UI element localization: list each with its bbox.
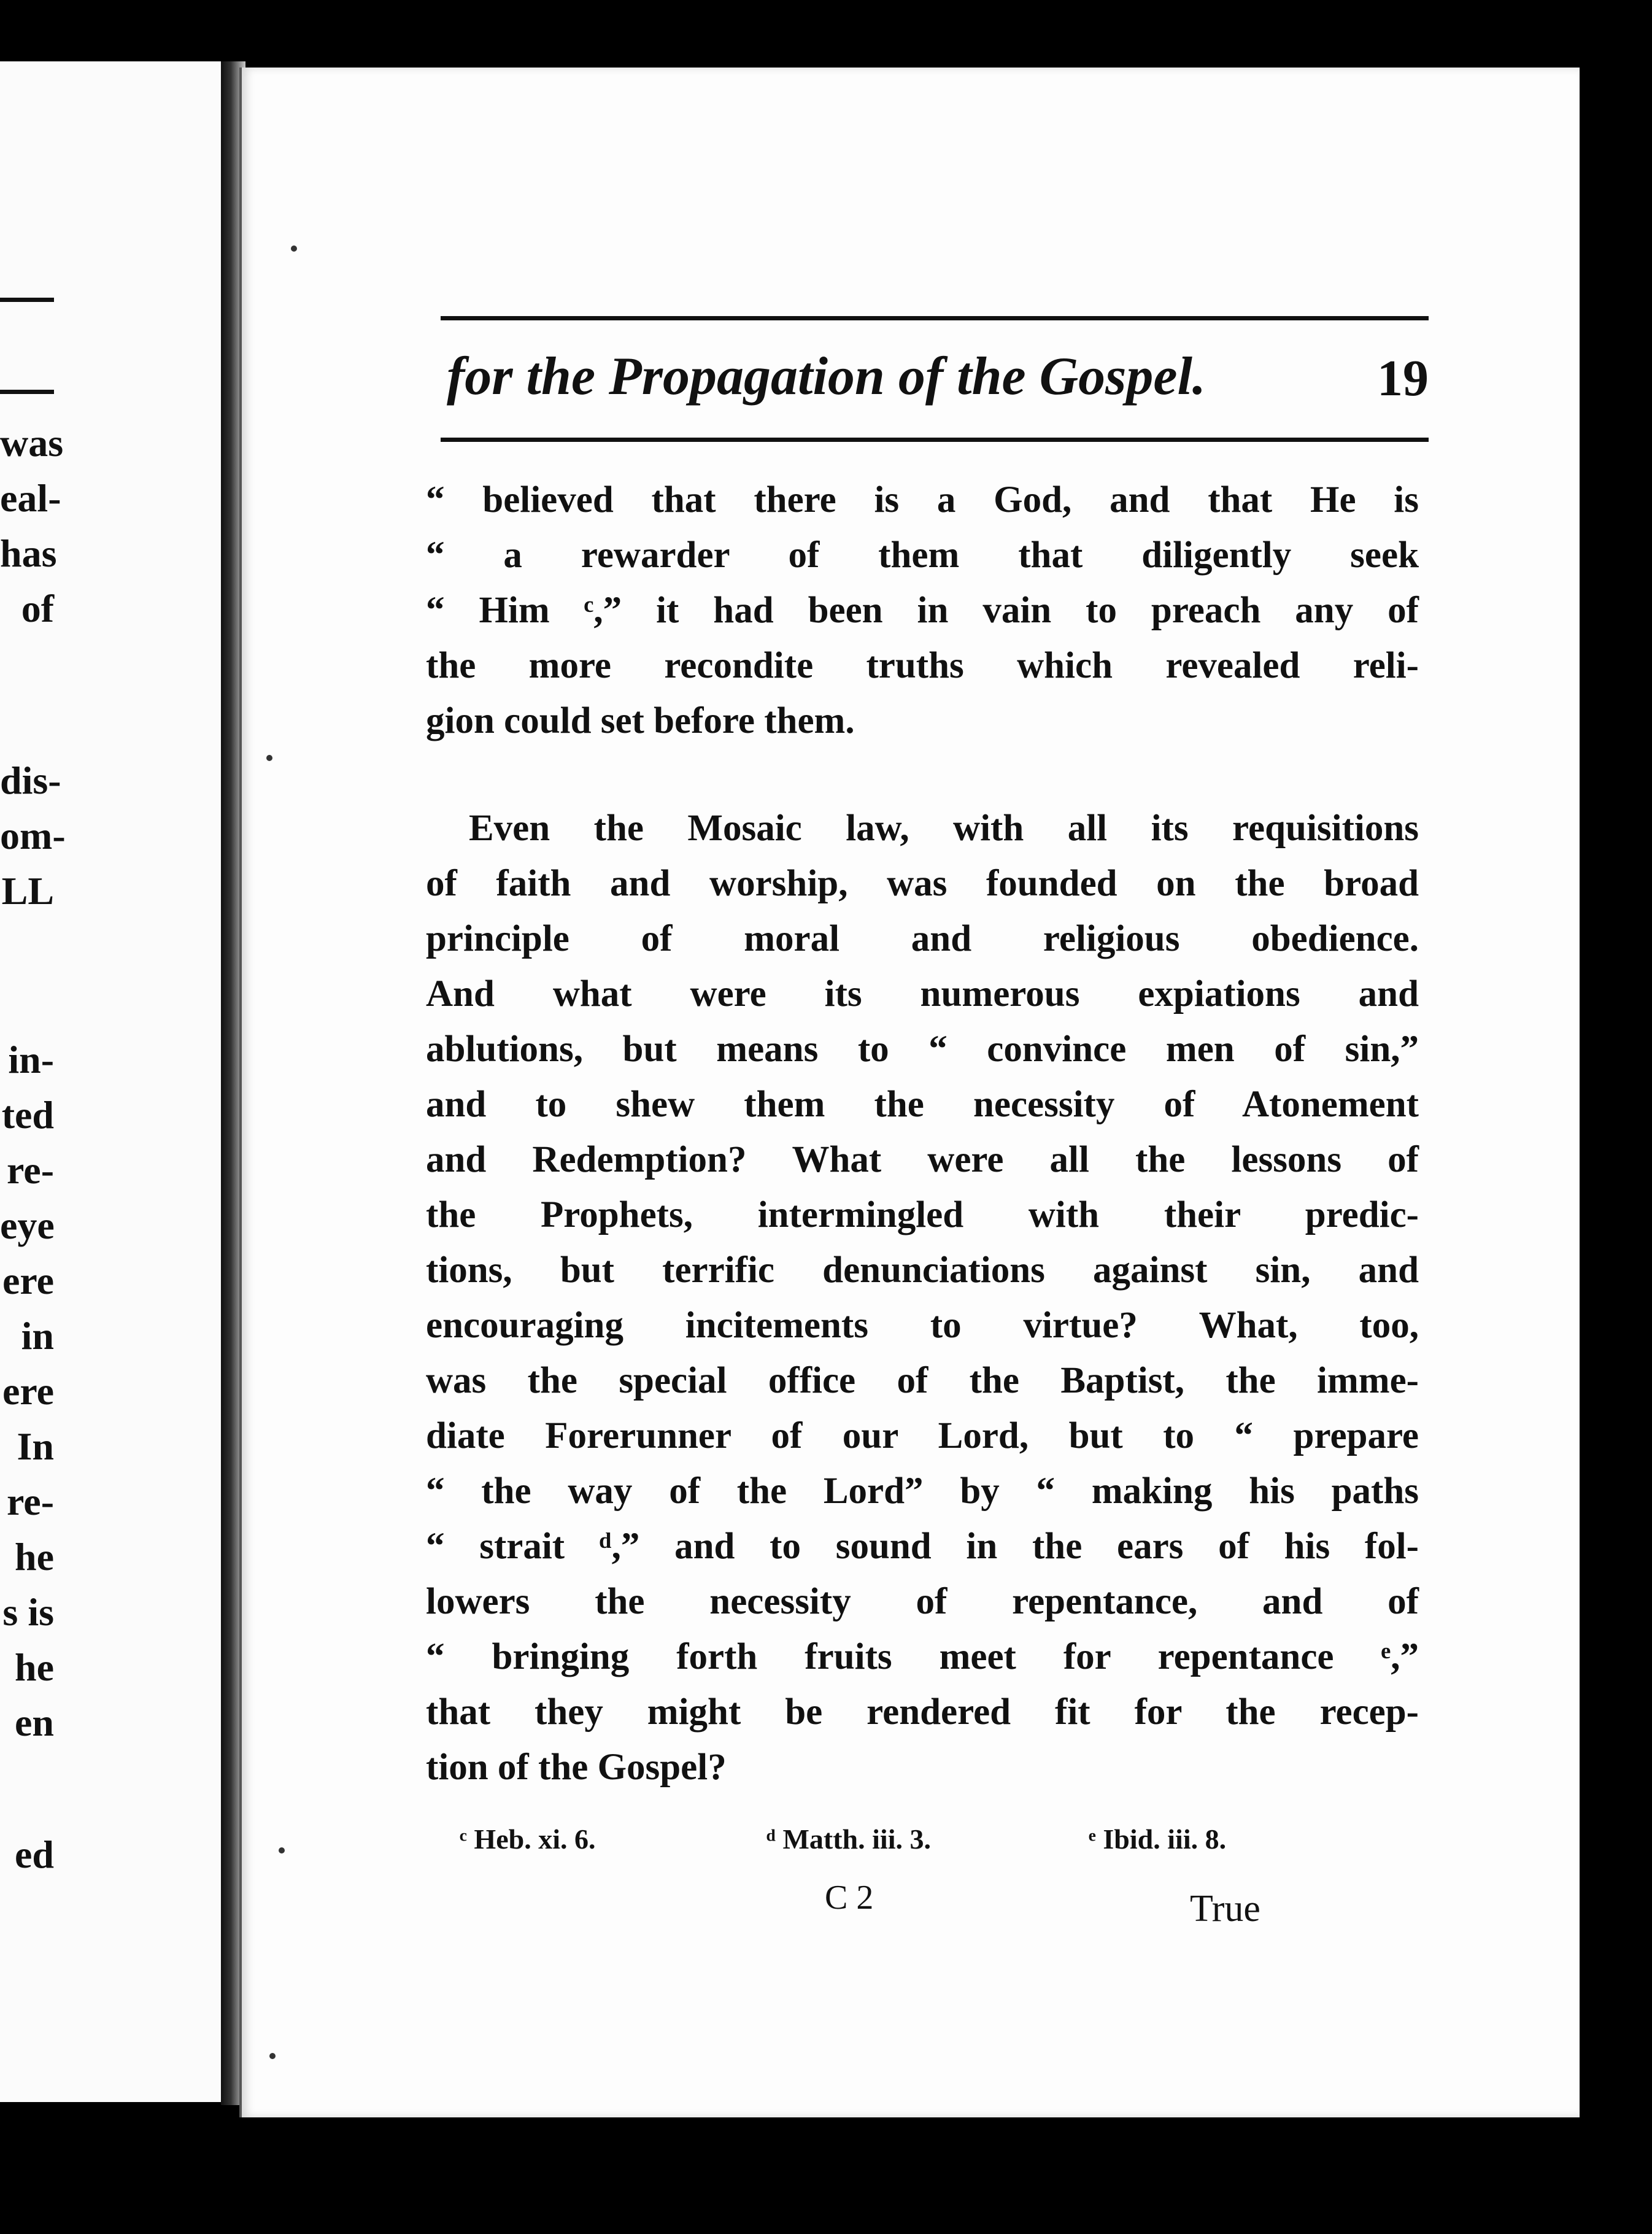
text-line: encouraging incitements to virtue? What, too, xyxy=(426,1305,1419,1346)
header-rule-top xyxy=(441,316,1429,320)
body-text xyxy=(426,473,1419,1795)
left-page-word: in- xyxy=(8,1038,54,1081)
main-page xyxy=(239,68,1580,2117)
paper-speck xyxy=(269,2053,276,2059)
page-header xyxy=(441,316,1429,454)
left-page-word: ere xyxy=(2,1259,54,1302)
signature-mark: C 2 xyxy=(825,1879,874,1917)
left-page-word: ere xyxy=(2,1369,54,1413)
text-line: “ a rewarder of them that diligently seek xyxy=(426,535,1419,576)
footnote-e: ᵉ Ibid. iii. 8. xyxy=(1089,1823,1227,1855)
running-title: for the Propagation of the Gospel. xyxy=(447,347,1206,406)
paper-speck xyxy=(279,1847,285,1853)
text-line: gion could set before them. xyxy=(426,700,855,741)
footnote-c: ᶜ Heb. xi. 6. xyxy=(460,1823,596,1855)
text-line: “ bringing forth fruits meet for repentance ᵉ,” xyxy=(426,1636,1419,1677)
left-page-word: was xyxy=(0,421,64,465)
text-line: and Redemption? What were all the lessons of xyxy=(426,1139,1419,1180)
header-rule-bottom xyxy=(441,438,1429,442)
text-line: that they might be rendered fit for the recep- xyxy=(426,1691,1419,1733)
left-page-word: dis- xyxy=(0,759,61,802)
left-page-word: In xyxy=(17,1424,54,1468)
text-line: and to shew them the necessity of Atonement xyxy=(426,1084,1419,1125)
text-line: tion of the Gospel? xyxy=(426,1747,727,1788)
left-page-word: he xyxy=(15,1535,54,1579)
text-line: ablutions, but means to “ convince men of sin,” xyxy=(426,1029,1419,1070)
left-page-word: he xyxy=(15,1645,54,1689)
left-page-word: LL xyxy=(1,869,54,913)
left-page-word: s is xyxy=(2,1590,54,1634)
text-line: tions, but terrific denunciations against sin, and xyxy=(426,1250,1419,1291)
text-line: Even the Mosaic law, with all its requisitions xyxy=(469,808,1419,849)
left-page-word: en xyxy=(15,1701,54,1744)
paper-speck xyxy=(291,245,297,252)
left-page-word: eal- xyxy=(0,476,61,520)
left-page-word: eye xyxy=(0,1204,55,1247)
text-line: “ strait ᵈ,” and to sound in the ears of his fol- xyxy=(426,1526,1419,1567)
text-line: lowers the necessity of repentance, and of xyxy=(426,1581,1419,1622)
left-page-word: re- xyxy=(7,1480,54,1523)
text-line: of faith and worship, was founded on the broad xyxy=(426,863,1419,904)
left-page-word: of xyxy=(21,587,54,630)
catchword: True xyxy=(1190,1888,1260,1930)
text-line: “ believed that there is a God, and that He is xyxy=(426,479,1419,520)
left-facing-page xyxy=(0,61,232,2102)
text-line: the more recondite truths which revealed reli- xyxy=(426,645,1419,686)
left-page-word: re- xyxy=(7,1148,54,1192)
left-page-rule-bottom xyxy=(0,390,54,394)
left-page-rule-top xyxy=(0,298,54,302)
text-line: “ the way of the Lord” by “ making his paths xyxy=(426,1471,1419,1512)
left-page-word: in xyxy=(21,1314,54,1358)
text-line: the Prophets, intermingled with their predic- xyxy=(426,1194,1419,1235)
text-line: “ Him ᶜ,” it had been in vain to preach any of xyxy=(426,590,1419,631)
text-line: was the special office of the Baptist, the imme- xyxy=(426,1360,1419,1401)
text-line: diate Forerunner of our Lord, but to “ prepare xyxy=(426,1415,1419,1456)
footnote-d: ᵈ Matth. iii. 3. xyxy=(766,1823,931,1855)
page-number: 19 xyxy=(1377,350,1429,407)
footnotes xyxy=(460,1823,1466,1872)
paper-speck xyxy=(266,755,272,761)
left-page-word: om- xyxy=(0,814,66,857)
text-line: principle of moral and religious obedience. xyxy=(426,918,1419,959)
paragraph-gap xyxy=(426,749,1419,801)
text-line: And what were its numerous expiations and xyxy=(426,973,1419,1015)
left-page-word: ted xyxy=(1,1093,54,1137)
left-page-word: has xyxy=(0,531,57,575)
left-page-word: ed xyxy=(15,1833,54,1876)
